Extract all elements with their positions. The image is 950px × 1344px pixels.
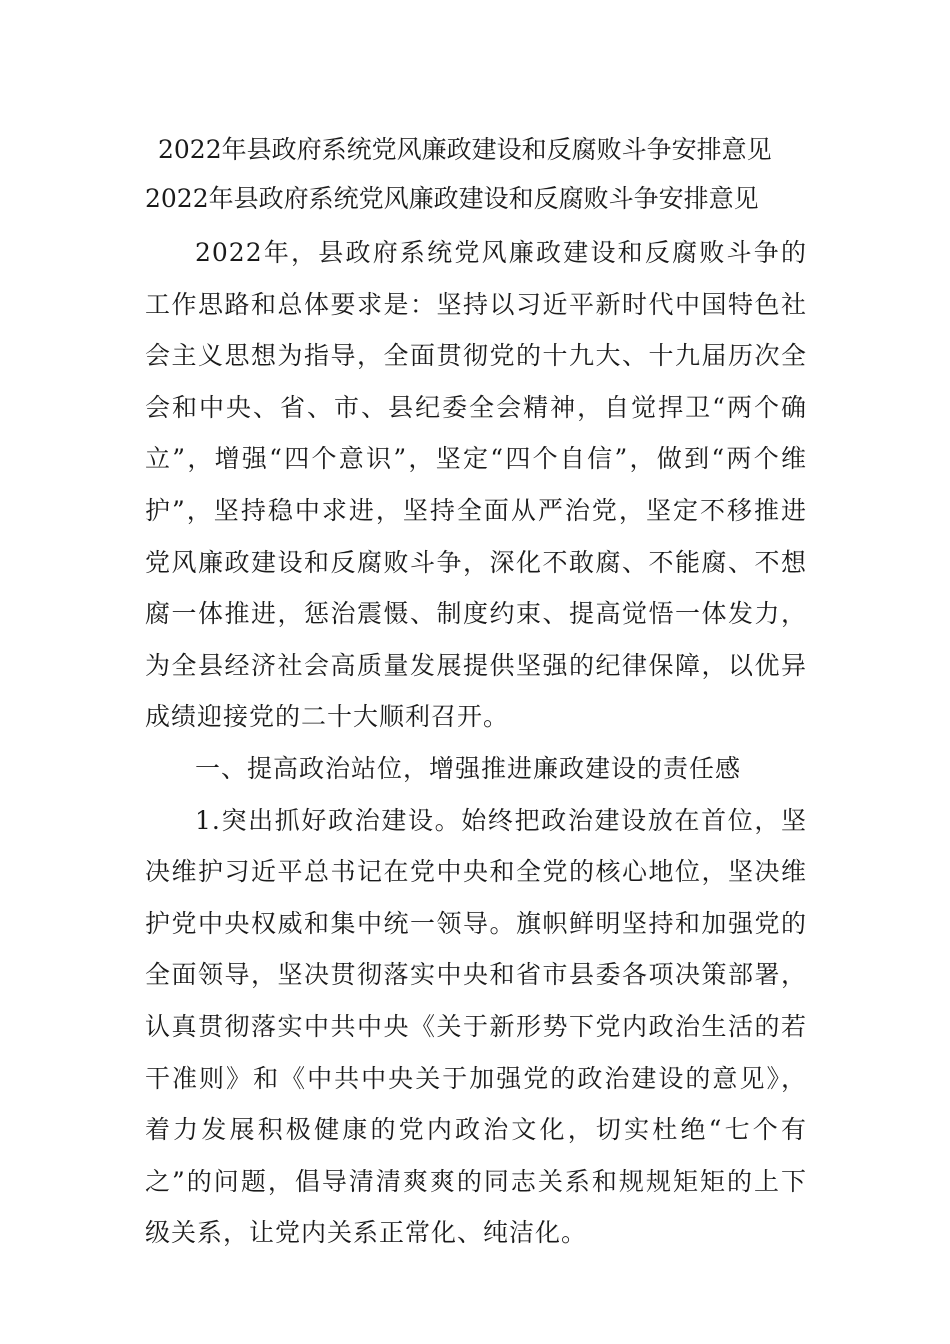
- document-title-repeat: 2022年县政府系统党风廉政建设和反腐败斗争安排意见: [145, 184, 759, 213]
- paragraph-intro: 2022年，县政府系统党风廉政建设和反腐败斗争的工作思路和总体要求是：坚持以习近平新时代中国特色社会主义思想为指导，全面贯彻党的十九大、十九届历次全会和中央、省、市、县纪委全会精神，自觉捍卫“两个确立”，增强“四个意识”，坚定“四个自信”，做到“两个维护”，坚持稳中求进，坚持全面从严治党，坚定不移推进党风廉政建设和反腐败斗争，深化不敢腐、不能腐、不想腐一体推进，惩治震慑、制度约束、提高觉悟一体发力，为全县经济社会高质量发展提供坚强的纪律保障，以优异成绩迎接党的二十大顺利召开。: [145, 238, 807, 732]
- document-body: [145, 227, 807, 1259]
- paragraph-item-1: 1.突出抓好政治建设。始终把政治建设放在首位，坚决维护习近平总书记在党中央和全党的核心地位，坚决维护党中央权威和集中统一领导。旗帜鲜明坚持和加强党的全面领导，坚决贯彻落实中央和省市县委各项决策部署，认真贯彻落实中共中央《关于新形势下党内政治生活的若干准则》和《中共中央关于加强党的政治建设的意见》，着力发展积极健康的党内政治文化，切实杜绝“七个有之”的问题，倡导清清爽爽的同志关系和规规矩矩的上下级关系，让党内关系正常化、纯洁化。: [145, 805, 807, 1248]
- section-heading-1: 一、提高政治站位，增强推进廉政建设的责任感: [195, 753, 742, 783]
- document-title: 2022年县政府系统党风廉政建设和反腐败斗争安排意见: [158, 135, 772, 164]
